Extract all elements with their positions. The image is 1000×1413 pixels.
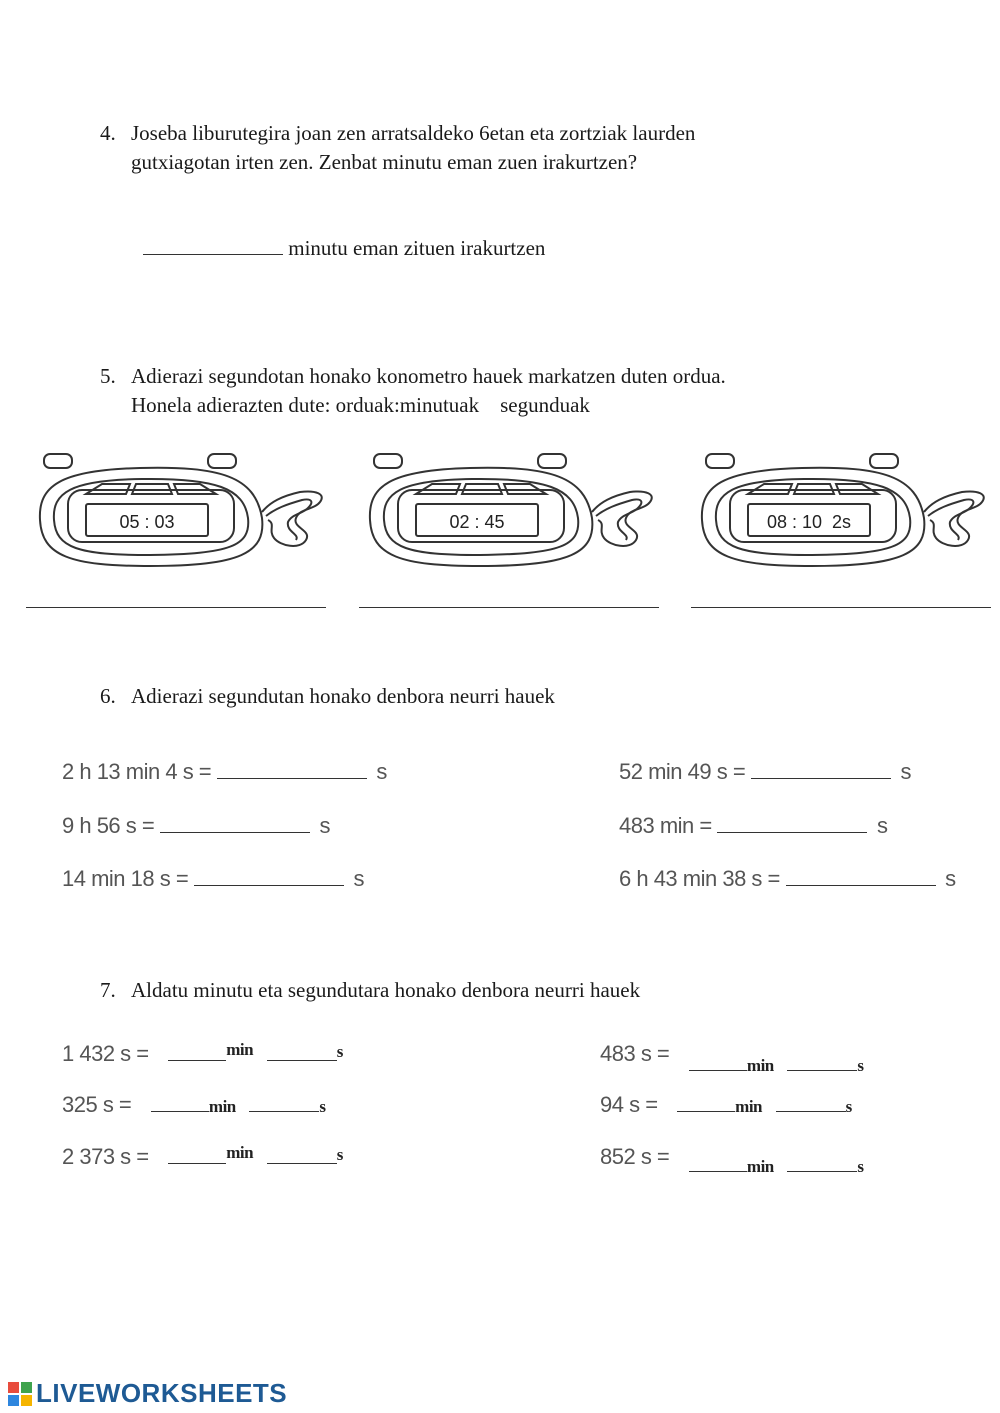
q7-min-label: min: [735, 1097, 763, 1116]
stopwatch-1-display: 05 : 03: [119, 512, 175, 532]
blocks-icon: [8, 1382, 32, 1406]
q4-text-line2: gutxiagotan irten zen. Zenbat minutu eman zuen irakurtzen?: [131, 150, 638, 174]
q6-blank[interactable]: [717, 812, 867, 833]
q4-answer-row: [143, 233, 545, 263]
q7-min-blank[interactable]: [677, 1091, 735, 1112]
q6-blank[interactable]: [160, 812, 310, 833]
liveworksheets-logo[interactable]: [8, 1378, 287, 1409]
q6-expression: 2 h 13 min 4 s =: [62, 759, 212, 784]
q7-left-row-2: [62, 1091, 326, 1118]
q7-s-blank[interactable]: [249, 1091, 319, 1112]
q7-s-label: s: [336, 1145, 343, 1164]
q7-expression: 1 432 s =: [62, 1041, 149, 1066]
stopwatch-3-display: 08 : 10 2s: [766, 512, 852, 532]
brand-name: LIVEWORKSHEETS: [36, 1378, 288, 1408]
q5-answer-line-3[interactable]: [691, 607, 991, 608]
q7-min-blank[interactable]: [168, 1143, 226, 1164]
stopwatch-2: [360, 448, 660, 573]
stopwatch-2-display: 02 : 45: [449, 512, 505, 532]
q7-right-row-2: [600, 1091, 852, 1118]
q4-number: 4.: [100, 121, 116, 145]
q6-right-row-3: [619, 865, 956, 892]
q7-title: Aldatu minutu eta segundutara honako denbora neurri hauek: [131, 978, 641, 1002]
q7-min-blank[interactable]: [689, 1050, 747, 1071]
q6-right-row-1: [619, 758, 911, 785]
q6-unit: s: [376, 759, 387, 784]
q7-min-label: min: [746, 1157, 774, 1176]
q4-answer-text: minutu eman zituen irakurtzen: [288, 236, 546, 260]
q7-min-blank[interactable]: [168, 1040, 226, 1061]
q7-min-blank[interactable]: [689, 1151, 747, 1172]
q7-s-label: s: [319, 1097, 326, 1116]
q7-min-label: min: [226, 1040, 254, 1059]
q7-left-row-3: [62, 1143, 343, 1170]
q5-number: 5.: [100, 364, 116, 388]
q7-min-label: min: [226, 1143, 254, 1162]
q7-expression: 2 373 s =: [62, 1144, 149, 1169]
q6-expression: 52 min 49 s =: [619, 759, 746, 784]
q5-answer-line-1[interactable]: [26, 607, 326, 608]
q7-s-blank[interactable]: [787, 1151, 857, 1172]
q6-left-row-1: [62, 758, 387, 785]
q6-expression: 6 h 43 min 38 s =: [619, 866, 780, 891]
q6-title: Adierazi segundutan honako denbora neurri hauek: [131, 684, 555, 708]
stopwatch-1: [30, 448, 330, 573]
q6-blank[interactable]: [194, 865, 344, 886]
q6-number: 6.: [100, 684, 116, 708]
q7-min-blank[interactable]: [151, 1091, 209, 1112]
q7-s-blank[interactable]: [787, 1050, 857, 1071]
q7-min-label: min: [208, 1097, 236, 1116]
q6-blank[interactable]: [786, 865, 936, 886]
q5-text-line2: Honela adierazten dute: orduak:minutuak segunduak: [131, 393, 590, 417]
q7-right-row-1: [600, 1040, 864, 1075]
q7-expression: 483 s =: [600, 1041, 670, 1066]
q7-s-label: s: [857, 1056, 864, 1075]
q7-expression: 852 s =: [600, 1144, 670, 1169]
stopwatch-icon: [692, 448, 992, 573]
q6-expression: 483 min =: [619, 813, 712, 838]
stopwatch-3: [692, 448, 992, 573]
q6-blank[interactable]: [217, 758, 367, 779]
q6-unit: s: [945, 866, 956, 891]
q7-s-label: s: [336, 1042, 343, 1061]
q6-expression: 14 min 18 s =: [62, 866, 189, 891]
q5-answer-line-2[interactable]: [359, 607, 659, 608]
q6-left-row-3: [62, 865, 364, 892]
q7-expression: 325 s =: [62, 1092, 132, 1117]
stopwatch-icon: [360, 448, 660, 573]
q6-left-row-2: [62, 812, 330, 839]
q7-s-blank[interactable]: [776, 1091, 846, 1112]
q7-s-label: s: [845, 1097, 852, 1116]
q7-left-row-1: [62, 1040, 343, 1067]
q6-unit: s: [353, 866, 364, 891]
q7-min-label: min: [746, 1056, 774, 1075]
q7-expression: 94 s =: [600, 1092, 658, 1117]
q7-number: 7.: [100, 978, 116, 1002]
q6-unit: s: [876, 813, 888, 838]
q7-s-label: s: [857, 1157, 864, 1176]
q6-unit: s: [900, 759, 911, 784]
q7-right-row-3: [600, 1143, 864, 1176]
q4-text-line1: Joseba liburutegira joan zen arratsaldeko 6etan eta zortziak laurden: [131, 121, 696, 145]
q4-answer-blank[interactable]: [143, 234, 283, 255]
q7-s-blank[interactable]: [267, 1143, 337, 1164]
q6-expression: 9 h 56 s =: [62, 813, 155, 838]
stopwatch-icon: [30, 448, 330, 573]
q6-blank[interactable]: [751, 758, 891, 779]
q6-unit: s: [319, 813, 330, 838]
q6-right-row-2: [619, 812, 887, 839]
q5-text-line1: Adierazi segundotan honako konometro hauek markatzen duten ordua.: [131, 364, 726, 388]
q7-s-blank[interactable]: [267, 1040, 337, 1061]
